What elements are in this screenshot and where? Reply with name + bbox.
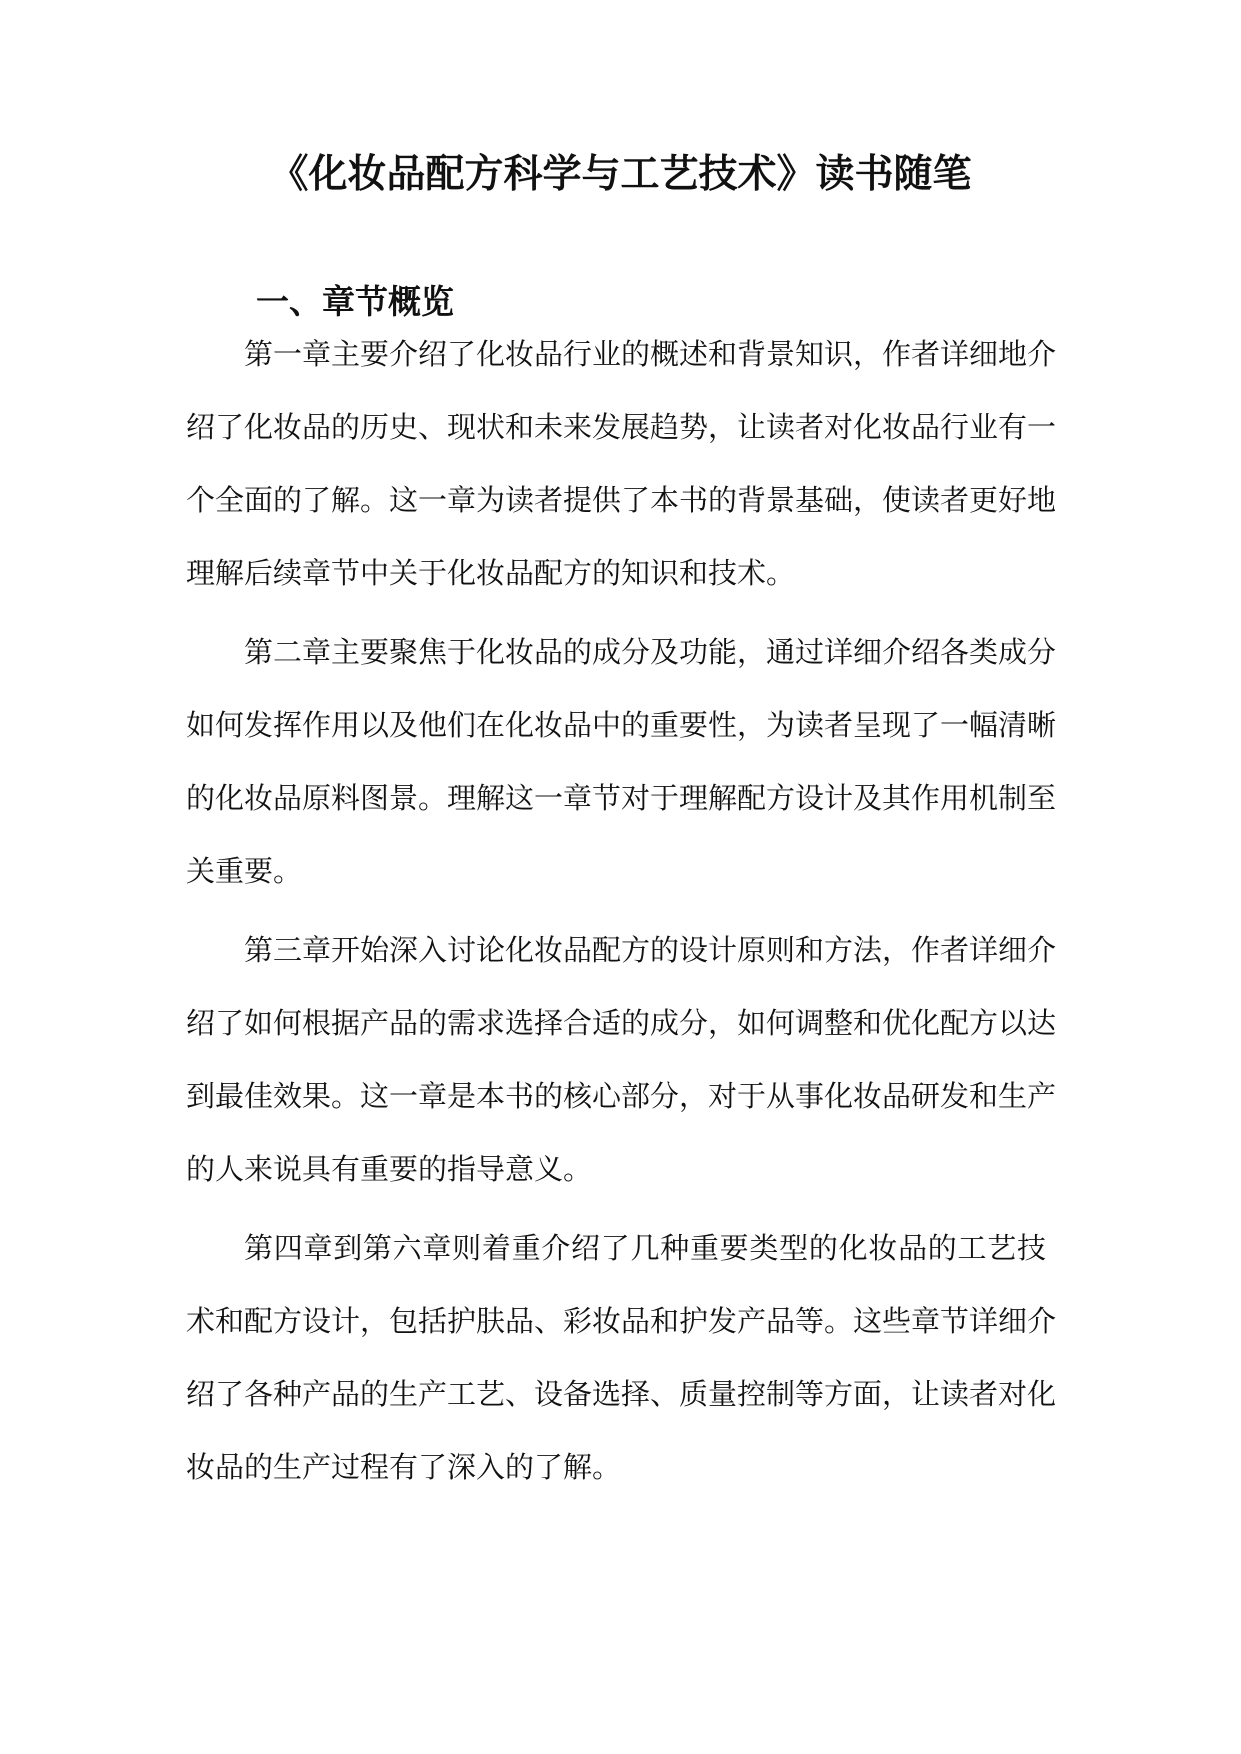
paragraph-line: 关重要。 xyxy=(186,854,303,888)
document-title: 《化妆品配方科学与工艺技术》读书随笔 xyxy=(269,151,972,197)
paragraph-line: 绍了各种产品的生产工艺、设备选择、质量控制等方面，让读者对化 xyxy=(186,1377,1057,1411)
paragraph-line: 理解后续章节中关于化妆品配方的知识和技术。 xyxy=(186,556,796,590)
section-heading: 一、章节概览 xyxy=(256,282,454,321)
paragraph-2 xyxy=(186,616,1057,908)
paragraph-line: 第三章开始深入讨论化妆品配方的设计原则和方法，作者详细介 xyxy=(244,933,1057,967)
paragraph-line: 第二章主要聚焦于化妆品的成分及功能，通过详细介绍各类成分 xyxy=(244,635,1057,669)
paragraph-line: 的化妆品原料图景。理解这一章节对于理解配方设计及其作用机制至 xyxy=(186,781,1057,815)
paragraph-line: 个全面的了解。这一章为读者提供了本书的背景基础，使读者更好地 xyxy=(186,483,1057,517)
paragraph-line: 绍了如何根据产品的需求选择合适的成分，如何调整和优化配方以达 xyxy=(186,1006,1057,1040)
paragraph-line: 第四章到第六章则着重介绍了几种重要类型的化妆品的工艺技 xyxy=(244,1231,1046,1265)
paragraph-line: 的人来说具有重要的指导意义。 xyxy=(186,1152,593,1186)
paragraph-line: 绍了化妆品的历史、现状和未来发展趋势，让读者对化妆品行业有一 xyxy=(186,410,1057,444)
paragraph-line: 如何发挥作用以及他们在化妆品中的重要性，为读者呈现了一幅清晰 xyxy=(186,708,1057,742)
paragraph-line: 到最佳效果。这一章是本书的核心部分，对于从事化妆品研发和生产 xyxy=(186,1079,1057,1113)
paragraph-line: 术和配方设计，包括护肤品、彩妆品和护发产品等。这些章节详细介 xyxy=(186,1304,1057,1338)
paragraph-line: 第一章主要介绍了化妆品行业的概述和背景知识，作者详细地介 xyxy=(244,337,1057,371)
paragraph-3 xyxy=(186,914,1057,1206)
paragraph-line: 妆品的生产过程有了深入的了解。 xyxy=(186,1450,622,1484)
paragraph-1 xyxy=(186,318,1057,610)
paragraph-4 xyxy=(186,1212,1057,1504)
